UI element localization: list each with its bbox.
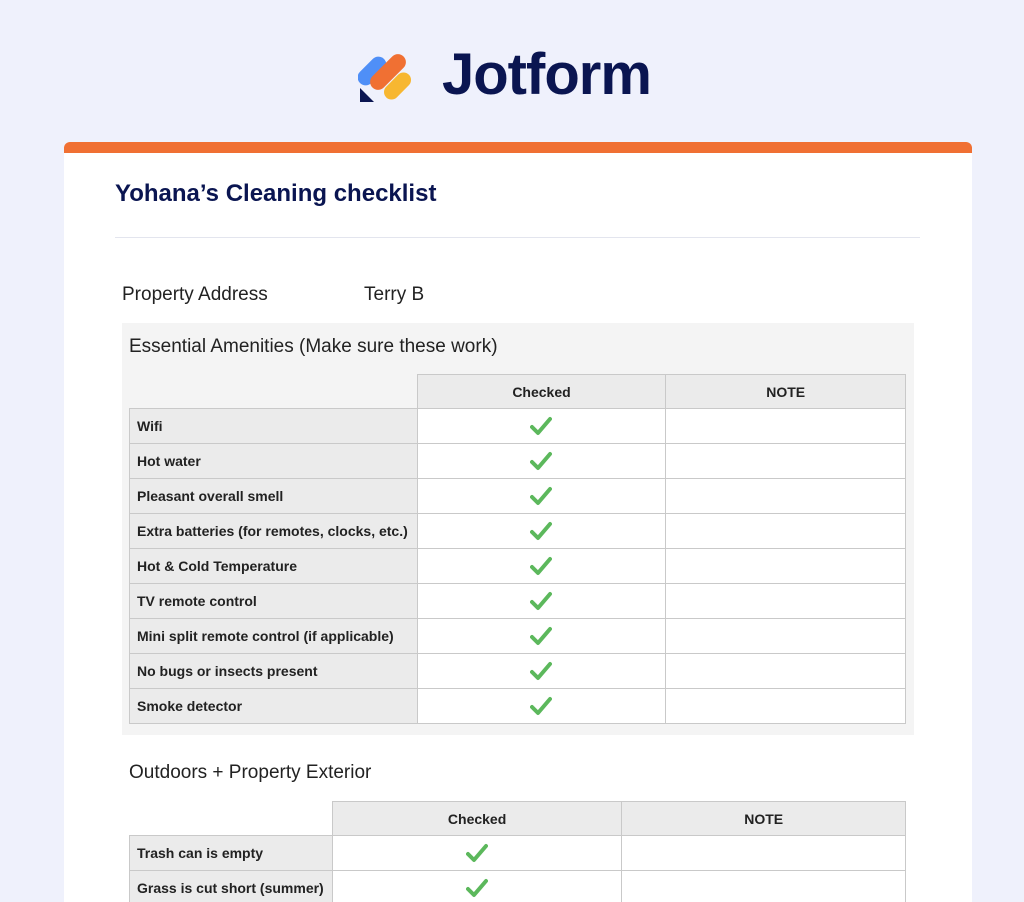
table-row (130, 444, 906, 479)
table-row (130, 689, 906, 724)
row-label: Extra batteries (for remotes, clocks, etc.) (130, 514, 418, 549)
column-header-checked: Checked (417, 375, 666, 409)
form-card (64, 142, 972, 902)
note-cell[interactable] (666, 584, 906, 619)
brand-header (0, 0, 1024, 142)
note-cell[interactable] (666, 409, 906, 444)
checked-cell[interactable] (332, 871, 622, 902)
checked-cell[interactable] (417, 584, 666, 619)
checkmark-icon (466, 843, 488, 863)
section-essential-amenities (122, 323, 914, 735)
note-cell[interactable] (666, 619, 906, 654)
checked-cell[interactable] (417, 549, 666, 584)
checkmark-icon (530, 556, 552, 576)
note-cell[interactable] (622, 871, 906, 902)
checked-cell[interactable] (417, 689, 666, 724)
table-row (130, 871, 906, 902)
checked-cell[interactable] (417, 444, 666, 479)
checkmark-icon (530, 696, 552, 716)
table-row (130, 479, 906, 514)
table-row (130, 836, 906, 871)
essential-amenities-table (129, 374, 906, 724)
checked-cell[interactable] (417, 409, 666, 444)
section-heading: Essential Amenities (Make sure these work) (129, 336, 498, 358)
checkmark-icon (530, 591, 552, 611)
checkmark-icon (530, 521, 552, 541)
accent-bar (64, 142, 972, 153)
form-title: Yohana’s Cleaning checklist (115, 180, 436, 208)
row-label: Trash can is empty (130, 836, 333, 871)
checked-cell[interactable] (417, 654, 666, 689)
brand-name: Jotform (442, 40, 651, 110)
note-cell[interactable] (666, 514, 906, 549)
table-row (130, 549, 906, 584)
note-cell[interactable] (666, 479, 906, 514)
note-cell[interactable] (666, 444, 906, 479)
row-label: Mini split remote control (if applicable) (130, 619, 418, 654)
table-body (130, 836, 906, 902)
jotform-logo-icon (358, 44, 414, 104)
note-cell[interactable] (666, 654, 906, 689)
row-label: Wifi (130, 409, 418, 444)
property-address-label: Property Address (122, 284, 268, 306)
checkmark-icon (530, 416, 552, 436)
checkmark-icon (530, 486, 552, 506)
checkmark-icon (466, 878, 488, 898)
table-row (130, 654, 906, 689)
checkmark-icon (530, 451, 552, 471)
section-heading: Outdoors + Property Exterior (129, 762, 371, 784)
column-header-note: NOTE (666, 375, 906, 409)
column-header-checked: Checked (332, 802, 622, 836)
table-row (130, 409, 906, 444)
row-label: Hot water (130, 444, 418, 479)
row-label: Smoke detector (130, 689, 418, 724)
section-outdoors (122, 750, 914, 902)
checkmark-icon (530, 661, 552, 681)
table-body (130, 409, 906, 724)
note-cell[interactable] (622, 836, 906, 871)
row-label: Pleasant overall smell (130, 479, 418, 514)
row-label: No bugs or insects present (130, 654, 418, 689)
row-label: Grass is cut short (summer) (130, 871, 333, 902)
outdoors-table (129, 801, 906, 902)
checked-cell[interactable] (417, 619, 666, 654)
table-row (130, 619, 906, 654)
checked-cell[interactable] (417, 514, 666, 549)
table-row (130, 514, 906, 549)
title-divider (115, 237, 920, 238)
note-cell[interactable] (666, 549, 906, 584)
checked-cell[interactable] (332, 836, 622, 871)
row-label: Hot & Cold Temperature (130, 549, 418, 584)
table-row (130, 584, 906, 619)
property-address-value[interactable]: Terry B (364, 284, 424, 306)
column-header-note: NOTE (622, 802, 906, 836)
checkmark-icon (530, 626, 552, 646)
note-cell[interactable] (666, 689, 906, 724)
checked-cell[interactable] (417, 479, 666, 514)
row-label: TV remote control (130, 584, 418, 619)
